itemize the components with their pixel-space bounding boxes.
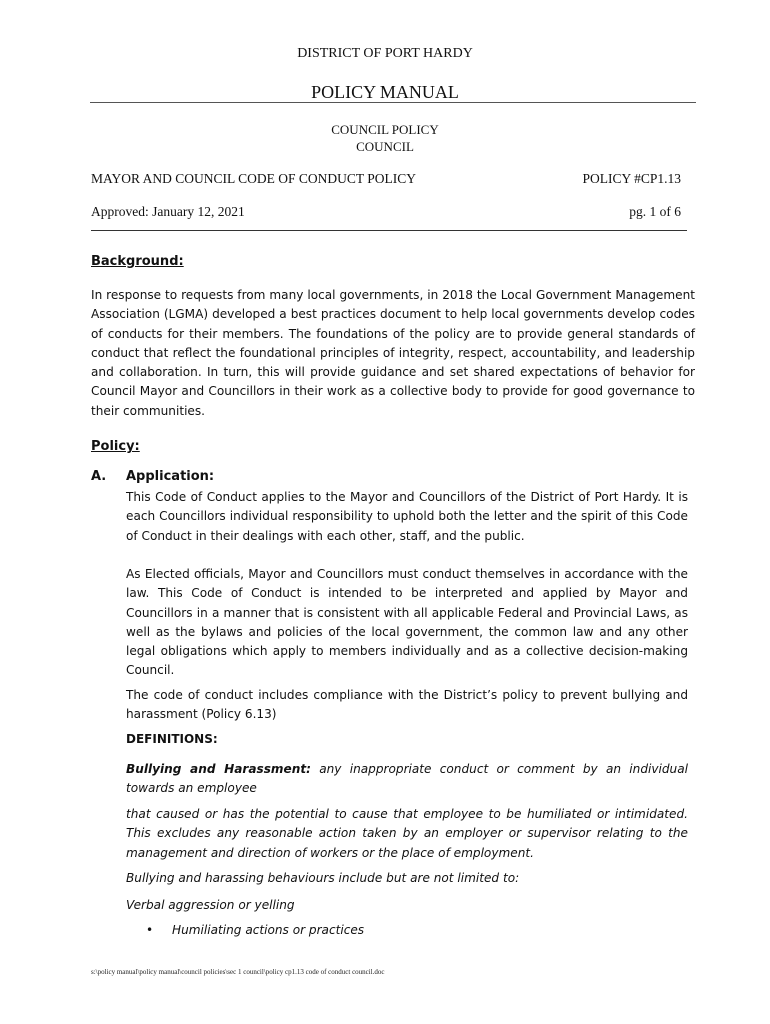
background-paragraph: In response to requests from many local governments, in 2018 the Local Government Management Association (LGMA) developed a best practices document to help local governments develop codes of conducts for their members. The foundations of the policy are to provide general standards of conduct that reflect the foundational principles of integrity, respect, accountability, and leadership and collaboration. In turn, this will provide guidance and set shared expectations of behavior for Council Mayor and Councillors in their work as a collective body to provide for good governance to their communities. xyxy=(91,288,695,418)
definitions-heading: DEFINITIONS: xyxy=(126,732,218,746)
bullet-text: Humiliating actions or practices xyxy=(172,923,365,937)
application-paragraph-2: As Elected officials, Mayor and Councillors must conduct themselves in accordance with the law. This Code of Conduct is intended to be interpreted and applied by Mayor and Councillors in a manner that is consistent with all applicable Federal and Provincial Laws, as well as the bylaws and policies of the local government, the common law and any other legal obligations which apply to members individually and as a collective decision-making Council. xyxy=(126,567,688,678)
application-paragraph-3: The code of conduct includes compliance with the District’s policy to prevent bullying and harassment (Policy 6.13) xyxy=(126,688,688,722)
separator-rule xyxy=(91,230,687,231)
section-title: Application: xyxy=(126,469,215,484)
policy-number: POLICY #CP1.13 xyxy=(582,171,681,186)
policy-heading: Policy: xyxy=(91,439,140,454)
bullying-definition xyxy=(126,760,688,799)
category-line-2: COUNCIL xyxy=(356,139,414,154)
bullying-definition-text: any inappropriate conduct or comment by an individual towards an employee xyxy=(126,762,688,796)
application-paragraph-1: This Code of Conduct applies to the Mayor and Councillors of the District of Port Hardy. It is each Councillors individual responsibility to uphold both the letter and the spirit of this Code of Conduct in their dealings with each other, staff, and the public. xyxy=(126,490,688,543)
approved-date: Approved: January 12, 2021 xyxy=(91,204,245,219)
header-rule xyxy=(90,102,696,103)
bullet-list-item xyxy=(146,923,364,937)
policy-title-row xyxy=(91,171,681,187)
section-letter: A. xyxy=(91,469,107,484)
behaviours-intro: Bullying and harassing behaviours include but are not limited to: xyxy=(126,871,520,885)
category-line-1: COUNCIL POLICY xyxy=(331,122,439,137)
manual-title: POLICY MANUAL xyxy=(311,82,459,102)
page-number: pg. 1 of 6 xyxy=(629,204,681,219)
verbal-aggression: Verbal aggression or yelling xyxy=(126,898,295,912)
footer-file-path: s:\policy manual\policy manual\council policies\sec 1 council\policy cp1.13 code of conduct council.doc xyxy=(91,968,385,976)
policy-title: MAYOR AND COUNCIL CODE OF CONDUCT POLICY xyxy=(91,171,417,186)
approval-row xyxy=(91,204,681,220)
bullying-definition-continued: that caused or has the potential to cause that employee to be humiliated or intimidated. This excludes any reasonable action taken by an employer or supervisor relating to the management and direction of workers or the place of employment. xyxy=(126,807,688,860)
background-heading: Background: xyxy=(91,254,184,269)
bullying-term: Bullying and Harassment: xyxy=(126,762,311,776)
district-name: DISTRICT OF PORT HARDY xyxy=(297,46,473,61)
bullet-icon: • xyxy=(146,923,154,937)
